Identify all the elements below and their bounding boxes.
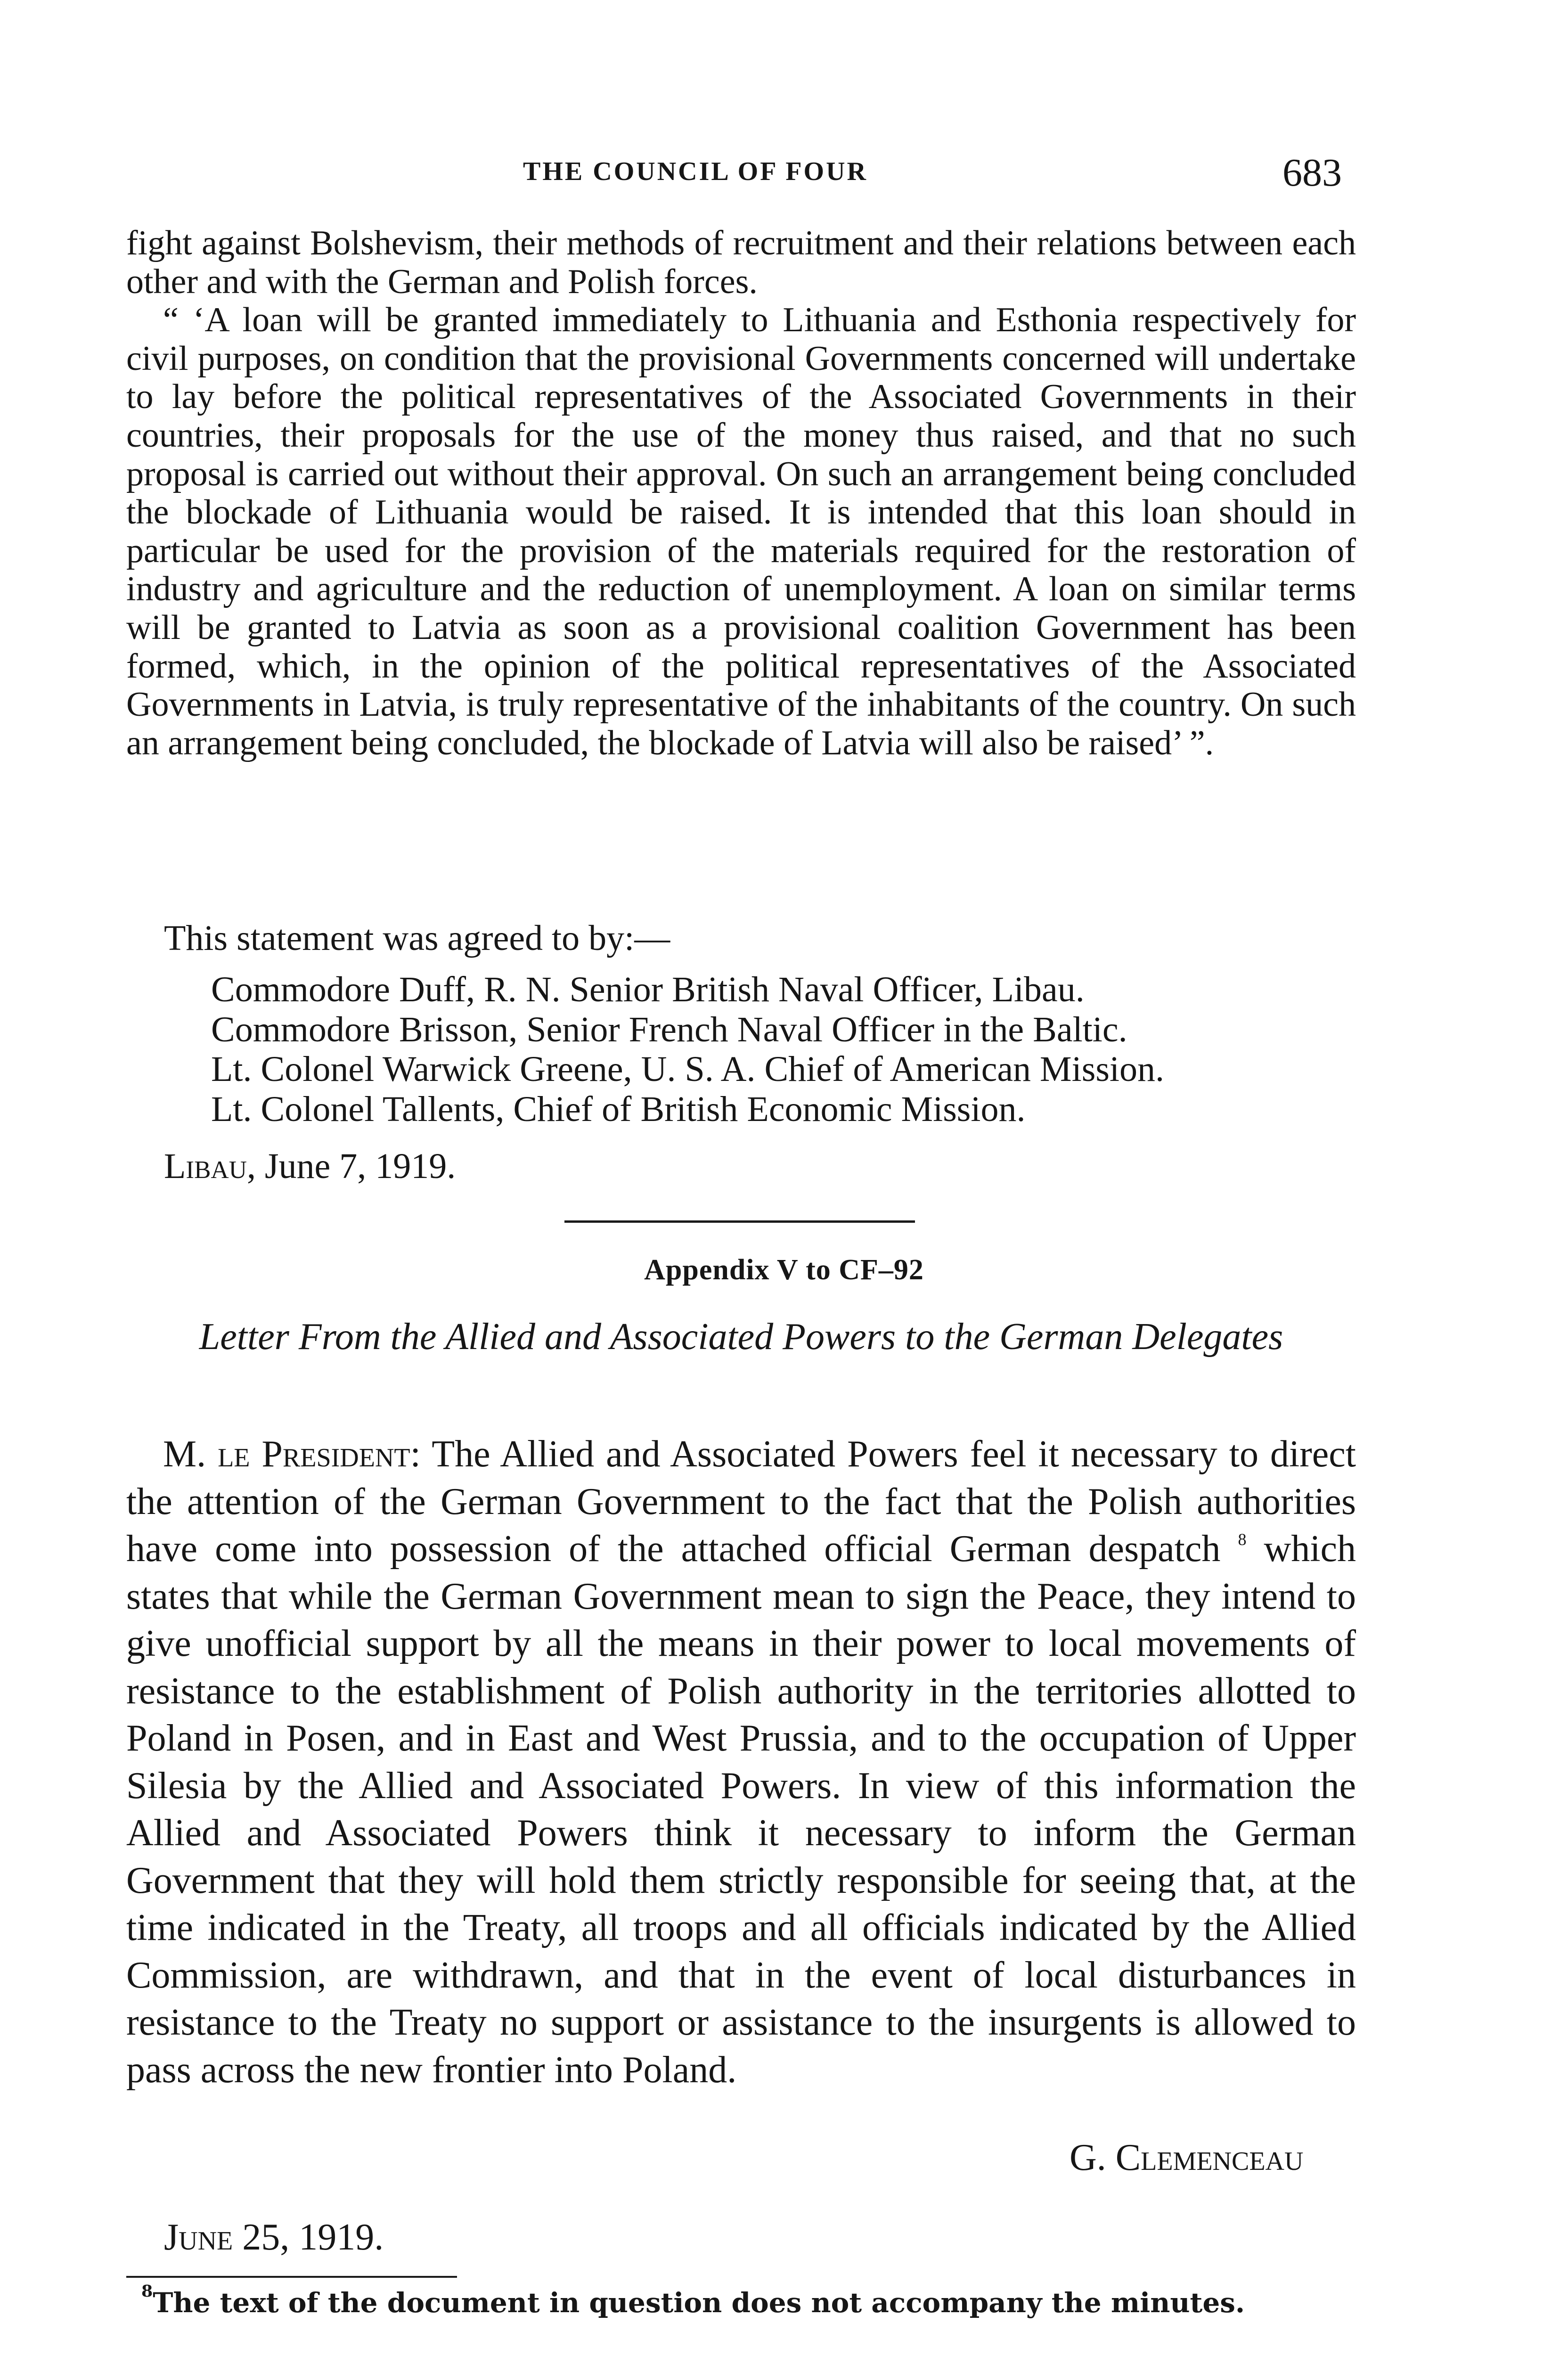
footnote-reference: 8 xyxy=(1238,1530,1247,1549)
footnote-rule xyxy=(126,2276,457,2278)
signer-line: Lt. Colonel Warwick Greene, U. S. A. Chief of American Mission. xyxy=(211,1049,1165,1089)
statement-text xyxy=(126,224,1356,762)
place-date xyxy=(164,1145,1394,1187)
place: Libau xyxy=(164,1146,247,1186)
letter-title: Letter From the Allied and Associated Powers to the German Delegates xyxy=(199,1316,1283,1358)
paragraph-loan: “ ‘A loan will be granted immediately to Lithuania and Esthonia respectively for civil purposes, on condition that the provisional Governments concerned will undertake to lay before the political representatives of the Associated Governments in their countries, their proposals for the use of the money thus raised, and that no such proposal is carried out without their approval. On such an arrangement being concluded the blockade of Lithuania would be raised. It is intended that this loan should in particular be used for the provision of the materials required for the restoration of industry and agriculture and the reduction of unemployment. A loan on similar terms will be granted to Latvia as soon as a provisional coalition Government has been formed, which, in the opinion of the political representatives of the Associated Governments in Latvia, is truly representative of the inhabitants of the country. On such an arrangement being concluded, the blockade of Latvia will also be raised’ ”. xyxy=(126,301,1356,762)
salutation: M. le President: xyxy=(163,1433,421,1475)
signer-line: Lt. Colonel Tallents, Chief of British Economic Mission. xyxy=(211,1089,1026,1129)
agreed-line: This statement was agreed to by:— xyxy=(164,918,670,958)
letter-text-part-2: which states that while the German Government mean to sign the Peace, they intend to give unofficial support by all the means in their power to local movements of resistance to the establishment of Polish authority in the territories allotted to Poland in Posen, and in East and West Prussia, and to the occupation of Upper Silesia by the Allied and Associated Powers. In view of this information the Allied and Associated Powers think it necessary to inform the German Government that they will hold them strictly responsible for seeing that, at the time indicated in the Treaty, all troops and all officials indicated by the Allied Commission, are withdrawn, and that in the event of local disturbances in resistance to the Treaty no support or assistance to the insurgents is allowed to pass across the new frontier into Poland. xyxy=(126,1528,1356,2091)
letter-paragraph xyxy=(126,1431,1356,2094)
letter-text-part-1: The Allied and Associated Powers feel it necessary to direct the attention of the German Government to the fact that the Polish authorities have come into possession of the attached official German despatch xyxy=(126,1433,1356,1570)
signer-line: Commodore Brisson, Senior French Naval Officer in the Baltic. xyxy=(211,1009,1127,1049)
page-number: 683 xyxy=(1282,151,1342,195)
footnote-marker: 8 xyxy=(141,2281,153,2301)
running-head xyxy=(0,150,1568,195)
signers-list xyxy=(211,970,1441,1129)
signer-line: Commodore Duff, R. N. Senior British Naval Officer, Libau. xyxy=(211,970,1085,1009)
appendix-title: Appendix V to CF–92 xyxy=(644,1254,924,1286)
letter-body xyxy=(126,1431,1356,2094)
signature: G. Clemenceau xyxy=(1070,2137,1304,2178)
section-divider xyxy=(564,1220,915,1223)
footnote-text: The text of the document in question does not accompany the minutes. xyxy=(153,2287,1245,2319)
letter-date: June 25, 1919. xyxy=(164,2217,384,2258)
paragraph-continued: fight against Bolshevism, their methods of recruitment and their relations between each other and with the German and Polish forces. xyxy=(126,224,1356,301)
footnote xyxy=(141,2281,1245,2319)
statement-date: , June 7, 1919. xyxy=(246,1146,456,1186)
running-title: THE COUNCIL OF FOUR xyxy=(523,157,868,186)
